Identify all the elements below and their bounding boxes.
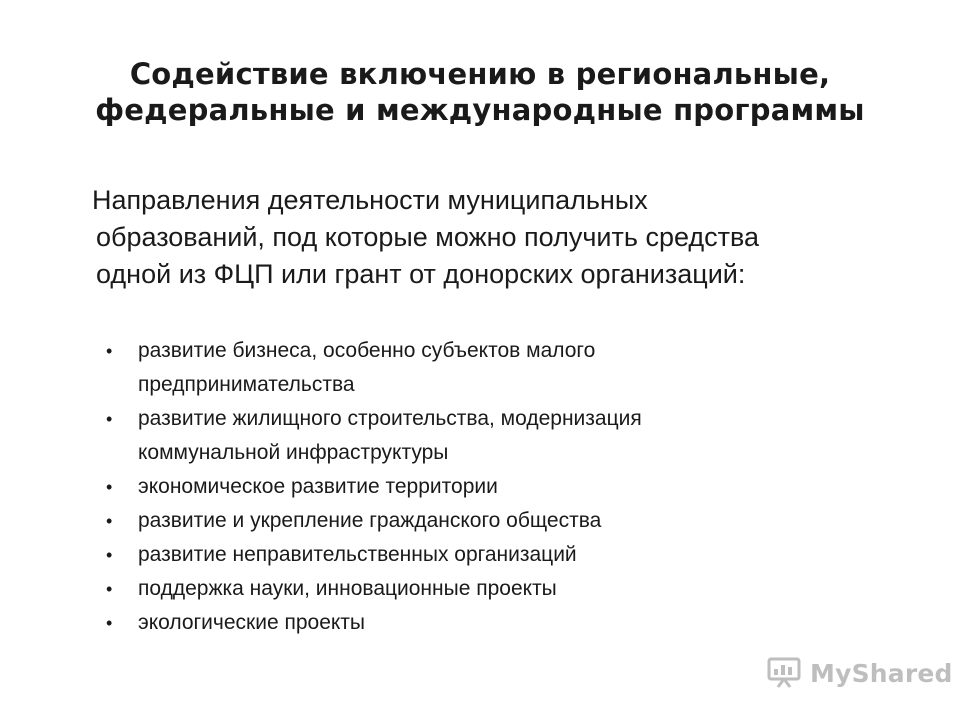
watermark-brand: MyShared — [810, 658, 953, 688]
bullet-item — [106, 402, 826, 470]
bullet-marker: • — [106, 477, 113, 497]
bullet-text — [138, 504, 826, 538]
bullet-text — [138, 470, 826, 504]
bullet-list — [106, 334, 826, 640]
bullet-marker: • — [106, 511, 113, 531]
bullet-marker: • — [106, 545, 113, 565]
bullet-text — [138, 334, 826, 402]
bullet-text-line: развитие жилищного строительства, модернизация — [138, 407, 642, 430]
bullet-text — [138, 606, 826, 640]
bullet-item — [106, 504, 826, 538]
slide-title — [40, 56, 920, 128]
bullet-marker: • — [106, 579, 113, 599]
bullet-text-line: предпринимательства — [138, 373, 355, 396]
bullet-item — [106, 538, 826, 572]
bullet-text — [138, 402, 826, 470]
bullet-text-line: развитие и укрепление гражданского общества — [138, 509, 602, 532]
bullet-item — [106, 334, 826, 402]
slide-title-line: Содействие включению в региональные, — [129, 57, 831, 91]
slide-title-line: федеральные и международные программы — [95, 93, 865, 127]
bullet-marker: • — [106, 409, 113, 429]
bullet-text-line: развитие неправительственных организаций — [138, 543, 577, 566]
intro-line: Направления деятельности муниципальных — [92, 185, 648, 215]
bullet-text-line: поддержка науки, инновационные проекты — [138, 577, 557, 600]
bullet-marker: • — [106, 341, 113, 361]
intro-paragraph — [92, 182, 892, 293]
watermark — [766, 656, 953, 690]
bullet-text-line: экологические проекты — [138, 611, 366, 634]
bullet-text-line: коммунальной инфраструктуры — [138, 441, 449, 464]
intro-line: одной из ФЦП или грант от донорских организаций: — [96, 259, 746, 289]
presentation-board-icon — [766, 657, 802, 689]
bullet-text-line: экономическое развитие территории — [138, 475, 498, 498]
bullet-text — [138, 572, 826, 606]
intro-line: образований, под которые можно получить средства — [96, 222, 760, 252]
bullet-item — [106, 572, 826, 606]
bullet-text — [138, 538, 826, 572]
bullet-text-line: развитие бизнеса, особенно субъектов малого — [138, 339, 596, 362]
bullet-item — [106, 470, 826, 504]
bullet-item — [106, 606, 826, 640]
bullet-marker: • — [106, 613, 113, 633]
